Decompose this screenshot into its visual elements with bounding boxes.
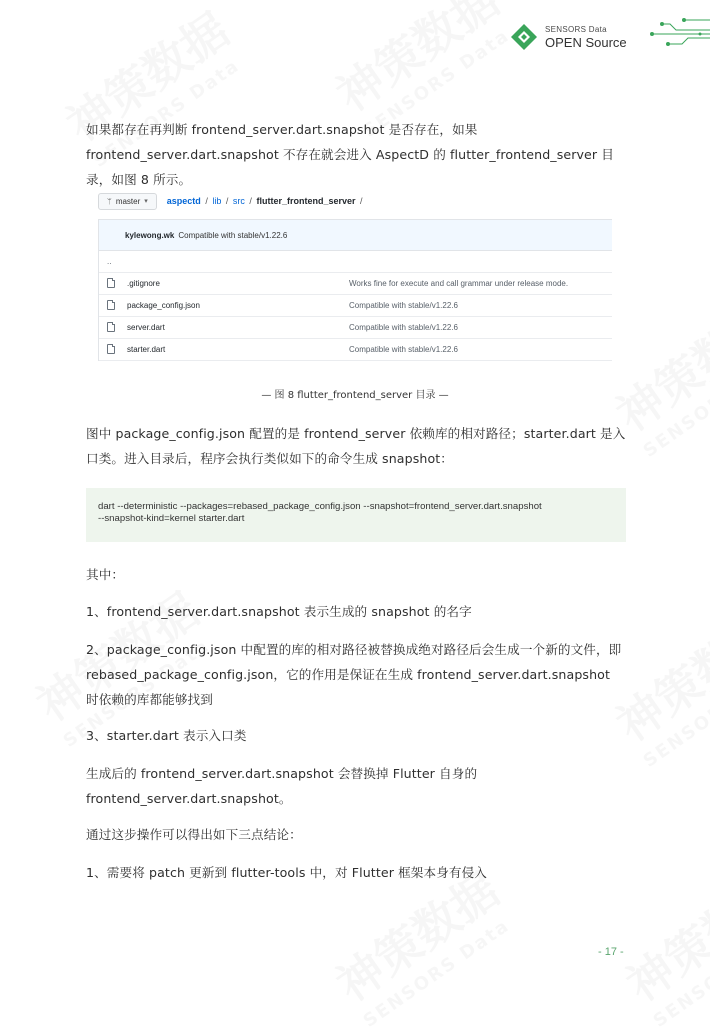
paragraph-intro: 如果都存在再判断 frontend_server.dart.snapshot 是否存在，如果 frontend_server.dart.snapshot 不存在就会进入 AspectD 的 flutter_frontend_server 目录，如图 8 所示。 [86, 122, 614, 187]
latest-commit-row [99, 220, 612, 251]
branch-label: master [115, 196, 141, 206]
table-row [99, 295, 612, 317]
breadcrumb-separator: / [249, 196, 252, 206]
paragraph-conclusion-intro: 通过这步操作可以得出如下三点结论： [86, 827, 302, 842]
brand-name-large: OPEN Source [545, 34, 627, 50]
file-icon [107, 278, 115, 288]
table-row [99, 339, 612, 361]
commit-author[interactable]: kylewong.wk [125, 230, 175, 240]
repo-tree-figure [98, 189, 612, 361]
branch-selector-button[interactable] [98, 193, 157, 210]
sensors-logo-icon [509, 22, 539, 52]
figure-caption: — 图 8 flutter_frontend_server 目录 — [261, 390, 449, 401]
file-commit-message[interactable]: Compatible with stable/v1.22.6 [349, 345, 458, 354]
file-icon [107, 322, 115, 332]
breadcrumb-separator: / [360, 196, 363, 206]
breadcrumb-link-src[interactable]: src [232, 196, 245, 206]
list-item: 2、package_config.json 中配置的库的相对路径被替换成绝对路径后会生成一个新的文件，即 rebased_package_config.json，它的作用是保证在生成 frontend_server.dart.snapshot 时依赖的库都能够找到 [86, 642, 622, 707]
breadcrumb-current: flutter_frontend_server [256, 196, 356, 206]
file-name[interactable]: starter.dart [127, 345, 166, 354]
file-icon [107, 300, 115, 310]
file-name[interactable]: .gitignore [127, 279, 160, 288]
watermark [612, 855, 710, 1032]
circuit-decoration-icon [648, 16, 710, 56]
file-name[interactable]: server.dart [127, 323, 165, 332]
code-line: --snapshot-kind=kernel starter.dart [98, 513, 245, 524]
paragraph-figure-explain: 图中 package_config.json 配置的是 frontend_server 依赖库的相对路径；starter.dart 是入口类。进入目录后，程序会执行类似如下的命令生成 snapshot： [86, 426, 626, 466]
commit-message[interactable]: Compatible with stable/v1.22.6 [178, 230, 288, 240]
breadcrumb-separator: / [205, 196, 208, 206]
branch-icon: ᛘ [107, 196, 112, 206]
breadcrumb-link-lib[interactable]: lib [212, 196, 222, 206]
file-commit-message[interactable]: Works fine for execute and call grammar under release mode. [349, 279, 569, 288]
table-row [99, 317, 612, 339]
list-item: 1、frontend_server.dart.snapshot 表示生成的 snapshot 的名字 [86, 604, 472, 619]
parent-dir-row[interactable] [99, 251, 612, 273]
breadcrumb [167, 196, 365, 206]
file-icon [107, 344, 115, 354]
table-row [99, 273, 612, 295]
page-number: - 17 - [598, 946, 624, 958]
file-table [98, 219, 612, 361]
caret-down-icon: ▾ [144, 198, 148, 205]
file-commit-message[interactable]: Compatible with stable/v1.22.6 [349, 301, 458, 310]
parent-dir-link[interactable]: .. [107, 257, 112, 266]
list-item: 1、需要将 patch 更新到 flutter-tools 中，对 Flutter 框架本身有侵入 [86, 865, 487, 880]
code-block [86, 488, 626, 542]
brand-name-small: SENSORS Data [545, 24, 607, 34]
file-commit-message[interactable]: Compatible with stable/v1.22.6 [349, 323, 458, 332]
brand-logo [509, 22, 627, 52]
file-name[interactable]: package_config.json [127, 301, 200, 310]
list-item: 3、starter.dart 表示入口类 [86, 728, 247, 743]
code-line: dart --deterministic --packages=rebased_package_config.json --snapshot=frontend_server.dart.snapshot [98, 501, 542, 512]
paragraph-result: 生成后的 frontend_server.dart.snapshot 会替换掉 Flutter 自身的 frontend_server.dart.snapshot。 [86, 766, 478, 806]
breadcrumb-link-aspectd[interactable]: aspectd [166, 196, 201, 206]
paragraph-where: 其中： [86, 567, 125, 582]
breadcrumb-separator: / [225, 196, 229, 206]
